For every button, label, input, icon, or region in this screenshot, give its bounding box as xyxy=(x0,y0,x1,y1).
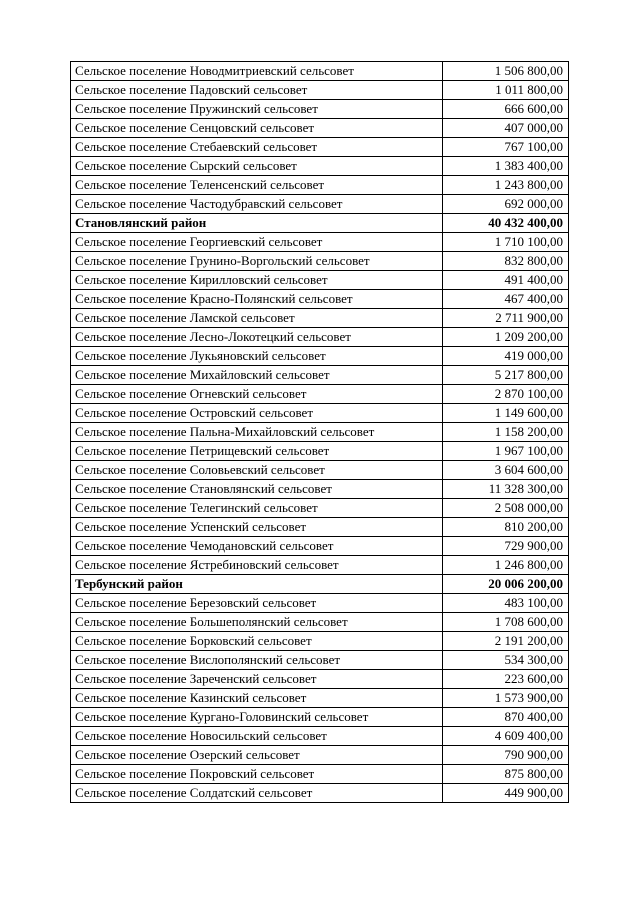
settlement-name-cell: Сельское поселение Солдатский сельсовет xyxy=(71,784,443,803)
table-row xyxy=(71,385,569,404)
settlement-name-cell: Сельское поселение Березовский сельсовет xyxy=(71,594,443,613)
table-row xyxy=(71,119,569,138)
table-row xyxy=(71,480,569,499)
table-row xyxy=(71,518,569,537)
amount-cell: 2 870 100,00 xyxy=(443,385,569,404)
amount-cell: 1 149 600,00 xyxy=(443,404,569,423)
amount-cell: 870 400,00 xyxy=(443,708,569,727)
settlement-name-cell: Сельское поселение Новосильский сельсовет xyxy=(71,727,443,746)
table-row xyxy=(71,765,569,784)
table-row xyxy=(71,594,569,613)
table-row xyxy=(71,138,569,157)
amount-cell: 1 967 100,00 xyxy=(443,442,569,461)
amount-cell: 2 711 900,00 xyxy=(443,309,569,328)
table-row xyxy=(71,423,569,442)
table-row xyxy=(71,81,569,100)
amount-cell: 5 217 800,00 xyxy=(443,366,569,385)
table-row xyxy=(71,309,569,328)
district-name-cell: Тербунский район xyxy=(71,575,443,594)
amount-cell: 2 508 000,00 xyxy=(443,499,569,518)
settlement-name-cell: Сельское поселение Огневский сельсовет xyxy=(71,385,443,404)
table-row xyxy=(71,651,569,670)
amount-cell: 767 100,00 xyxy=(443,138,569,157)
district-amount-cell: 20 006 200,00 xyxy=(443,575,569,594)
amount-cell: 666 600,00 xyxy=(443,100,569,119)
table-row xyxy=(71,632,569,651)
amount-cell: 223 600,00 xyxy=(443,670,569,689)
settlement-name-cell: Сельское поселение Покровский сельсовет xyxy=(71,765,443,784)
amount-cell: 1 246 800,00 xyxy=(443,556,569,575)
settlement-name-cell: Сельское поселение Стебаевский сельсовет xyxy=(71,138,443,157)
table-row xyxy=(71,271,569,290)
table-row xyxy=(71,537,569,556)
amount-cell: 11 328 300,00 xyxy=(443,480,569,499)
district-row xyxy=(71,575,569,594)
amount-cell: 1 708 600,00 xyxy=(443,613,569,632)
table-row xyxy=(71,461,569,480)
table-row xyxy=(71,62,569,81)
settlement-name-cell: Сельское поселение Сенцовский сельсовет xyxy=(71,119,443,138)
settlement-name-cell: Сельское поселение Островский сельсовет xyxy=(71,404,443,423)
amount-cell: 419 000,00 xyxy=(443,347,569,366)
table-row xyxy=(71,689,569,708)
settlement-name-cell: Сельское поселение Грунино-Воргольский сельсовет xyxy=(71,252,443,271)
table-row xyxy=(71,176,569,195)
table-row xyxy=(71,499,569,518)
table-row xyxy=(71,100,569,119)
settlement-name-cell: Сельское поселение Ястребиновский сельсовет xyxy=(71,556,443,575)
amount-cell: 810 200,00 xyxy=(443,518,569,537)
settlement-name-cell: Сельское поселение Теленсенский сельсовет xyxy=(71,176,443,195)
table-row xyxy=(71,442,569,461)
budget-table xyxy=(70,61,569,803)
table-row xyxy=(71,613,569,632)
settlement-name-cell: Сельское поселение Становлянский сельсовет xyxy=(71,480,443,499)
amount-cell: 1 243 800,00 xyxy=(443,176,569,195)
settlement-name-cell: Сельское поселение Георгиевский сельсовет xyxy=(71,233,443,252)
budget-table-body xyxy=(71,62,569,803)
settlement-name-cell: Сельское поселение Чемодановский сельсовет xyxy=(71,537,443,556)
district-name-cell: Становлянский район xyxy=(71,214,443,233)
settlement-name-cell: Сельское поселение Соловьевский сельсовет xyxy=(71,461,443,480)
table-row xyxy=(71,708,569,727)
amount-cell: 1 710 100,00 xyxy=(443,233,569,252)
settlement-name-cell: Сельское поселение Пальна-Михайловский сельсовет xyxy=(71,423,443,442)
amount-cell: 4 609 400,00 xyxy=(443,727,569,746)
settlement-name-cell: Сельское поселение Лесно-Локотецкий сельсовет xyxy=(71,328,443,347)
amount-cell: 2 191 200,00 xyxy=(443,632,569,651)
settlement-name-cell: Сельское поселение Михайловский сельсовет xyxy=(71,366,443,385)
settlement-name-cell: Сельское поселение Телегинский сельсовет xyxy=(71,499,443,518)
table-row xyxy=(71,784,569,803)
table-row xyxy=(71,404,569,423)
table-row xyxy=(71,233,569,252)
amount-cell: 483 100,00 xyxy=(443,594,569,613)
table-row xyxy=(71,556,569,575)
settlement-name-cell: Сельское поселение Новодмитриевский сельсовет xyxy=(71,62,443,81)
settlement-name-cell: Сельское поселение Казинский сельсовет xyxy=(71,689,443,708)
amount-cell: 1 209 200,00 xyxy=(443,328,569,347)
settlement-name-cell: Сельское поселение Успенский сельсовет xyxy=(71,518,443,537)
table-row xyxy=(71,290,569,309)
district-amount-cell: 40 432 400,00 xyxy=(443,214,569,233)
settlement-name-cell: Сельское поселение Петрищевский сельсовет xyxy=(71,442,443,461)
amount-cell: 1 011 800,00 xyxy=(443,81,569,100)
amount-cell: 1 383 400,00 xyxy=(443,157,569,176)
settlement-name-cell: Сельское поселение Борковский сельсовет xyxy=(71,632,443,651)
table-row xyxy=(71,157,569,176)
amount-cell: 832 800,00 xyxy=(443,252,569,271)
settlement-name-cell: Сельское поселение Красно-Полянский сельсовет xyxy=(71,290,443,309)
settlement-name-cell: Сельское поселение Лукьяновский сельсовет xyxy=(71,347,443,366)
settlement-name-cell: Сельское поселение Кургано-Головинский сельсовет xyxy=(71,708,443,727)
amount-cell: 3 604 600,00 xyxy=(443,461,569,480)
settlement-name-cell: Сельское поселение Вислополянский сельсовет xyxy=(71,651,443,670)
table-row xyxy=(71,746,569,765)
settlement-name-cell: Сельское поселение Пружинский сельсовет xyxy=(71,100,443,119)
table-row xyxy=(71,195,569,214)
table-row xyxy=(71,670,569,689)
amount-cell: 407 000,00 xyxy=(443,119,569,138)
amount-cell: 790 900,00 xyxy=(443,746,569,765)
settlement-name-cell: Сельское поселение Частодубравский сельсовет xyxy=(71,195,443,214)
table-row xyxy=(71,727,569,746)
amount-cell: 1 506 800,00 xyxy=(443,62,569,81)
settlement-name-cell: Сельское поселение Падовский сельсовет xyxy=(71,81,443,100)
amount-cell: 491 400,00 xyxy=(443,271,569,290)
table-row xyxy=(71,328,569,347)
amount-cell: 1 573 900,00 xyxy=(443,689,569,708)
table-row xyxy=(71,252,569,271)
amount-cell: 875 800,00 xyxy=(443,765,569,784)
settlement-name-cell: Сельское поселение Озерский сельсовет xyxy=(71,746,443,765)
amount-cell: 467 400,00 xyxy=(443,290,569,309)
settlement-name-cell: Сельское поселение Кирилловский сельсовет xyxy=(71,271,443,290)
settlement-name-cell: Сельское поселение Большеполянский сельсовет xyxy=(71,613,443,632)
amount-cell: 449 900,00 xyxy=(443,784,569,803)
settlement-name-cell: Сельское поселение Сырский сельсовет xyxy=(71,157,443,176)
amount-cell: 534 300,00 xyxy=(443,651,569,670)
settlement-name-cell: Сельское поселение Ламской сельсовет xyxy=(71,309,443,328)
amount-cell: 692 000,00 xyxy=(443,195,569,214)
amount-cell: 1 158 200,00 xyxy=(443,423,569,442)
amount-cell: 729 900,00 xyxy=(443,537,569,556)
table-row xyxy=(71,347,569,366)
settlement-name-cell: Сельское поселение Зареченский сельсовет xyxy=(71,670,443,689)
district-row xyxy=(71,214,569,233)
table-row xyxy=(71,366,569,385)
